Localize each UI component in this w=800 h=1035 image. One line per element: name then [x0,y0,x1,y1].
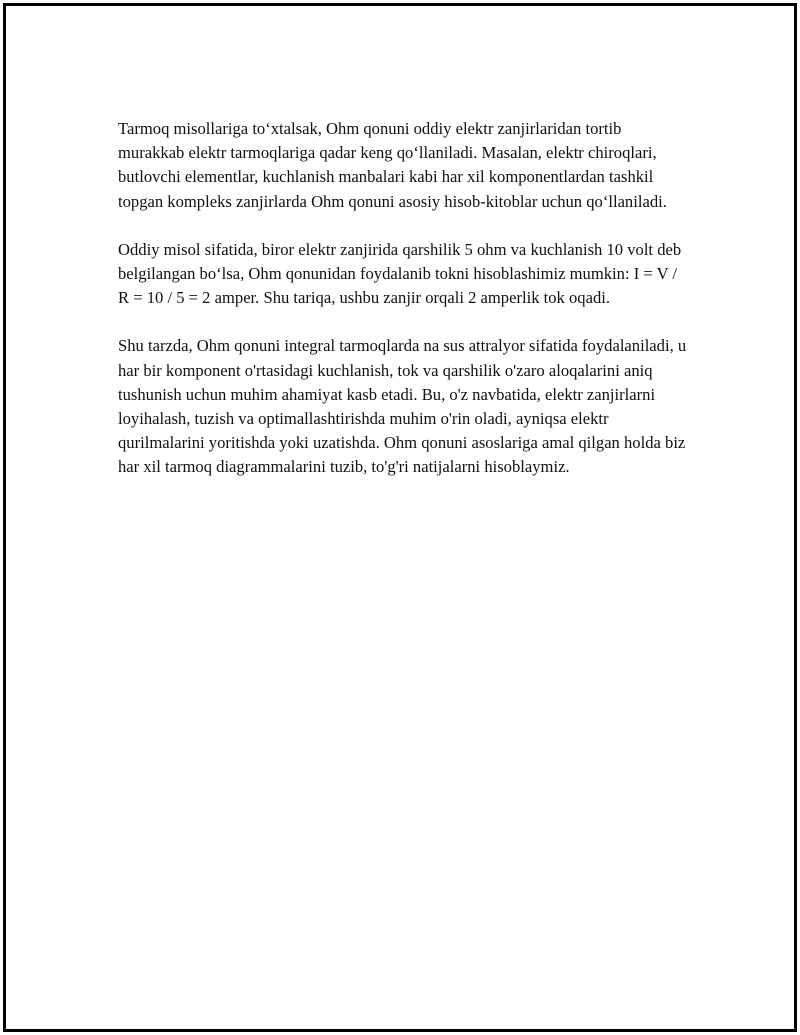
paragraph-integral-networks: Shu tarzda, Ohm qonuni integral tarmoqlarda na sus attralyor sifatida foydalaniladi, u har bir komponent o'rtasidagi kuchlanish, tok va qarshilik o'zaro aloqalarini aniq tushunish uchun muhim ahamiyat kasb etadi. Bu, o'z navbatida, elektr zanjirlarni loyihalash, tuzish va optimallashtirishda muhim o'rin oladi, ayniqsa elektr qurilmalarini yoritishda yoki uzatishda. Ohm qonuni asoslariga amal qilgan holda biz har xil tarmoq diagrammalarini tuzib, to'g'ri natijalarni hisoblaymiz. [118,336,687,477]
document-body [118,117,688,504]
paragraph-network-examples: Tarmoq misollariga to‘xtalsak, Ohm qonuni oddiy elektr zanjirlaridan tortib murakkab elektr tarmoqlariga qadar keng qo‘llaniladi. Masalan, elektr chiroqlari, butlovchi elementlar, kuchlanish manbalari kabi har xil komponentlardan tashkil topgan kompleks zanjirlarda Ohm qonuni asosiy hisob-kitoblar uchun qo‘llaniladi. [118,119,667,211]
paragraph-simple-example: Oddiy misol sifatida, biror elektr zanjirida qarshilik 5 ohm va kuchlanish 10 volt deb belgilangan bo‘lsa, Ohm qonunidan foydalanib tokni hisoblashimiz mumkin: I = V / R = 10 / 5 = 2 amper. Shu tariqa, ushbu zanjir orqali 2 amperlik tok oqadi. [118,239,682,308]
